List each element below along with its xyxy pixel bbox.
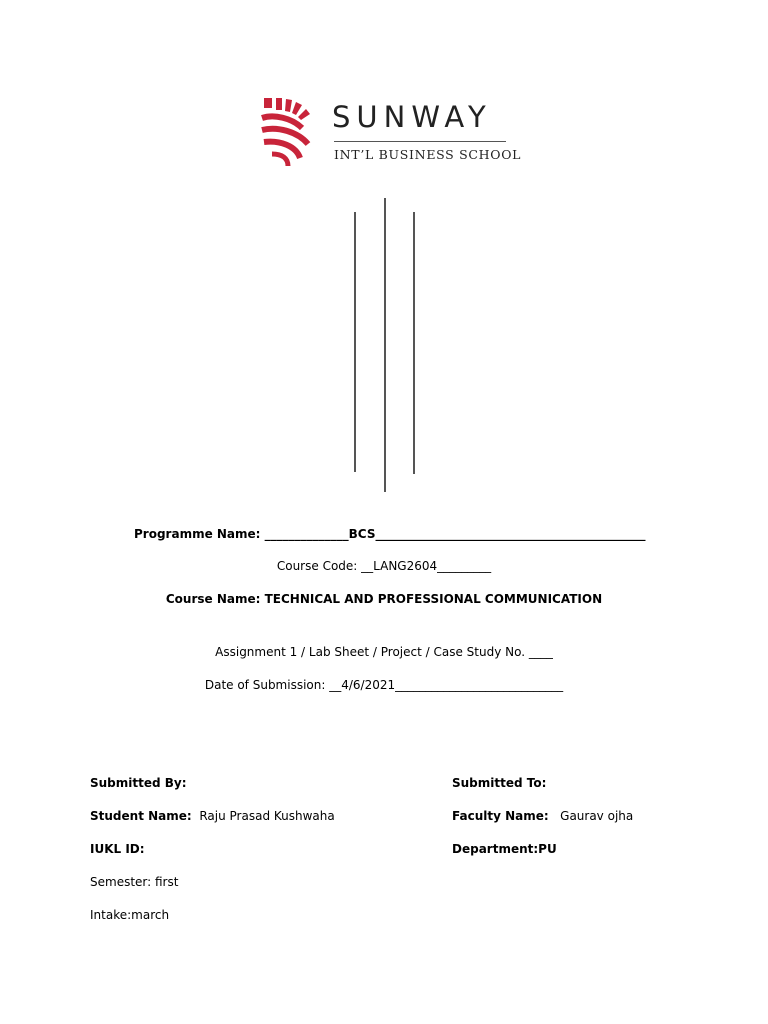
sunway-emblem-icon [258, 96, 318, 168]
sunway-logo [258, 96, 522, 172]
department-line: Department:PU [452, 842, 557, 856]
course-code-line [0, 559, 768, 573]
intake-line: Intake:march [90, 908, 170, 922]
student-name-line [90, 809, 335, 823]
assignment-line: Assignment 1 / Lab Sheet / Project / Case Study No. ____ [215, 645, 553, 659]
programme-name-label: Programme Name: [134, 527, 265, 541]
decorative-line-right [413, 212, 415, 474]
semester-line: Semester: first [90, 875, 179, 889]
course-name-line [0, 592, 768, 606]
date-value: __4/6/2021____________________________ [329, 678, 564, 692]
decorative-line-left [354, 212, 356, 472]
submitted-to-heading: Submitted To: [452, 776, 547, 790]
date-label: Date of Submission: [204, 678, 330, 692]
faculty-name-label: Faculty Name: [452, 809, 549, 823]
submitted-by-heading: Submitted By: [90, 776, 187, 790]
course-code-label: Course Code: [276, 559, 362, 573]
logo-wordmark: SUNWAY [332, 100, 492, 134]
faculty-name-line [452, 809, 633, 823]
programme-name-line [134, 527, 645, 541]
logo-divider [334, 141, 506, 142]
course-name-label: Course Name: [165, 592, 265, 606]
logo-subtitle: INT’L BUSINESS SCHOOL [334, 147, 522, 162]
decorative-line-center [384, 198, 386, 492]
course-code-value: __LANG2604_________ [361, 559, 492, 573]
student-name-label: Student Name: [90, 809, 192, 823]
iukl-id-line: IUKL ID: [90, 842, 145, 856]
course-name-value: TECHNICAL AND PROFESSIONAL COMMUNICATION [264, 592, 603, 606]
date-of-submission-line [0, 678, 768, 692]
faculty-name-value: Gaurav ojha [560, 809, 634, 823]
programme-name-value: ______________BCS_____________________________________________ [264, 527, 646, 541]
student-name-value: Raju Prasad Kushwaha [199, 809, 335, 823]
